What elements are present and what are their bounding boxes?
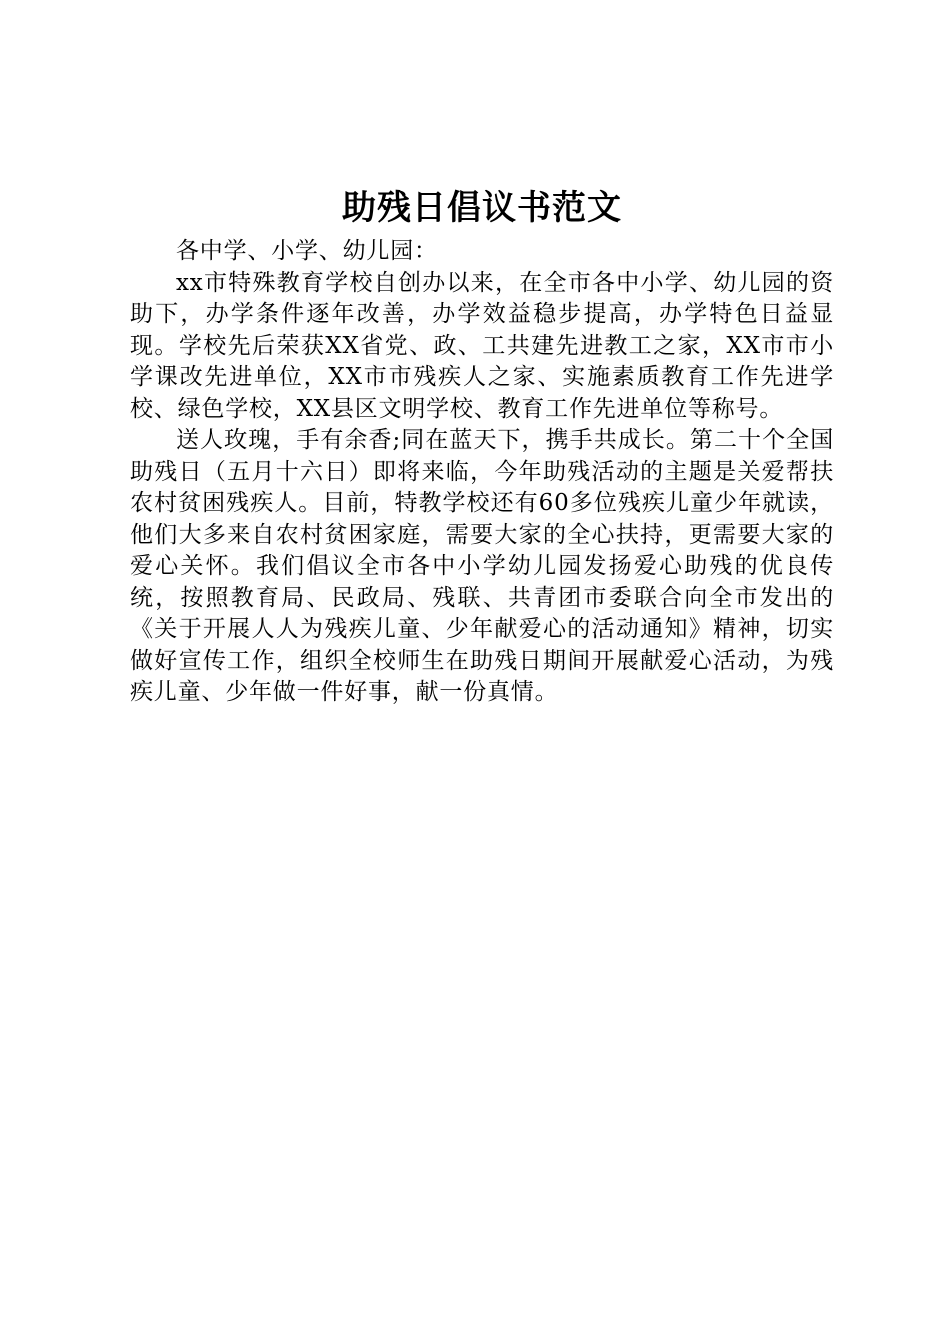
document-body bbox=[130, 236, 834, 709]
document-title: 助残日倡议书范文 bbox=[342, 188, 622, 228]
proposal-paragraph: 送人玫瑰，手有余香;同在蓝天下，携手共成长。第二十个全国助残日（五月十六日）即将来临，今年助残活动的主题是关爱帮扶农村贫困残疾人。目前，特教学校还有60多位残疾儿童少年就读，他们大多来自农村贫困家庭，需要大家的全心扶持，更需要大家的爱心关怀。我们倡议全市各中小学幼儿园发扬爱心助残的优良传统，按照教育局、民政局、残联、共青团市委联合向全市发出的《关于开展人人为残疾儿童、少年献爱心的活动通知》精神，切实做好宣传工作，组织全校师生在助残日期间开展献爱心活动，为残疾儿童、少年做一件好事，献一份真情。 bbox=[130, 427, 834, 705]
document-page bbox=[130, 180, 834, 709]
salutation-paragraph: 各中学、小学、幼儿园： bbox=[176, 238, 438, 264]
school-intro-paragraph: xx市特殊教育学校自创办以来，在全市各中小学、幼儿园的资助下，办学条件逐年改善，办学效益稳步提高，办学特色日益显现。学校先后荣获XX省党、政、工共建先进教工之家，XX市市小学课改先进单位，XX市市残疾人之家、实施素质教育工作先进学校、绿色学校，XX县区文明学校、教育工作先进单位等称号。 bbox=[130, 269, 834, 422]
